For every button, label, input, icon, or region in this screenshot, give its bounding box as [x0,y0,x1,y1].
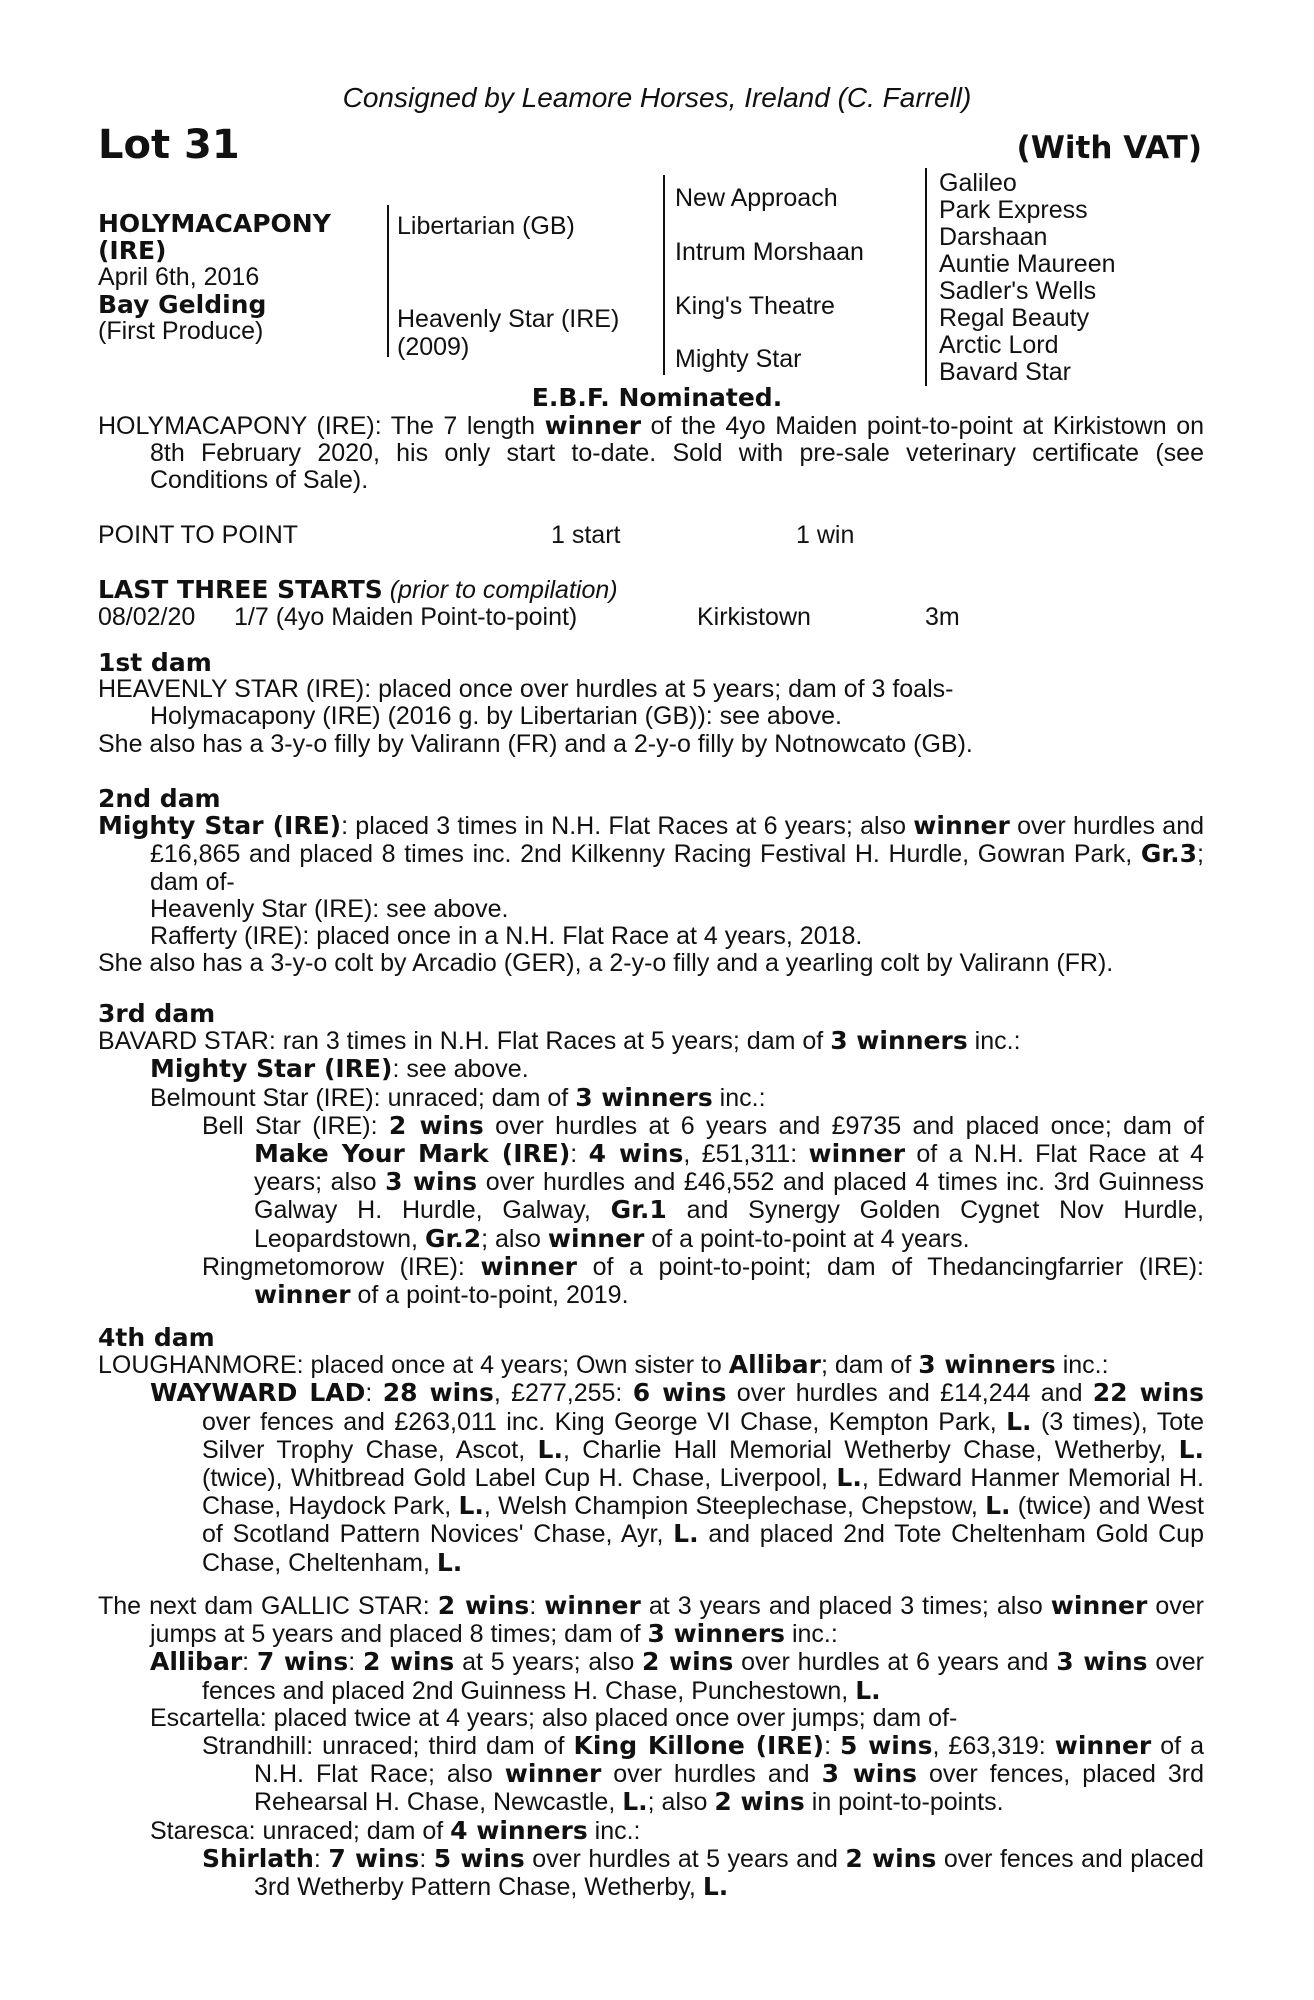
sire-name: Libertarian (GB) [397,212,575,240]
emphasis: Allibar [150,1647,243,1677]
emphasis: 2 wins [437,1591,530,1620]
horse-sex-colour: Bay Gelding [98,290,267,319]
emphasis: 4 winners [450,1815,588,1845]
emphasis: 3 wins [385,1167,478,1197]
horse-name: HOLYMACAPONY [98,209,331,238]
text: Bell Star (IRE): [202,1111,389,1140]
great-grandparent: Auntie Maureen [939,250,1116,278]
text: Strandhill: unraced; third dam of [202,1732,574,1761]
emphasis: Allibar [728,1350,821,1380]
produce-entry [98,1845,1204,1901]
emphasis: 5 wins [840,1731,933,1761]
text: The 7 length [390,412,545,440]
text: , £51,311: [683,1140,809,1169]
text: over jumps at 5 years and placed 8 times; dam of [150,1592,1204,1649]
emphasis: 4 wins [588,1139,684,1169]
emphasis: Mighty Star (IRE) [150,1054,393,1084]
text: , Welsh Champion Steeplechase, Chepstow, [483,1492,986,1521]
start-date: 08/02/20 [98,603,196,631]
text: ; also [647,1788,715,1817]
text: over hurdles and [601,1760,822,1789]
summary-paragraph [98,412,1204,495]
text: of a point-to-point at 4 years. [644,1224,970,1253]
summary-horse: HOLYMACAPONY (IRE): [98,412,391,440]
emphasis: Make Your Mark (IRE) [254,1139,571,1169]
text: (3 times), Tote Silver Trophy Chase, Ascot, [202,1407,1204,1464]
text: over hurdles at 5 years and [524,1844,846,1873]
text: LOUGHANMORE: placed once at 4 years; Own sister to [98,1351,729,1380]
text: , £277,255: [493,1379,633,1408]
emphasis: 7 wins [256,1647,349,1677]
dam-entry: HEAVENLY STAR (IRE): placed once over hurdles at 5 years; dam of 3 foals- [98,675,954,704]
produce-entry [98,1732,1204,1817]
next-dam-section [98,1592,1204,1901]
emphasis: 2 wins [642,1647,734,1677]
great-grandparent: Bavard Star [939,358,1072,386]
great-grandparent: Sadler's Wells [939,277,1097,305]
emphasis: winner [254,1280,351,1310]
dam-year: (2009) [397,333,470,361]
second-dam-section [98,785,1204,977]
grandsire-paternal: New Approach [675,184,838,212]
section-heading: LAST THREE STARTS [98,575,383,604]
emphasis: L. [985,1491,1011,1521]
emphasis: 3 winners [647,1619,786,1649]
dam-name [397,305,619,361]
record-label: POINT TO POINT [98,521,299,549]
produce-note: She also has a 3-y-o colt by Arcadio (GER), a 2-y-o filly and a yearling colt by Valirann (FR). [98,949,1114,978]
emphasis: winner [808,1139,906,1169]
text: , Charlie Hall Memorial Wetherby Chase, Wetherby, [562,1435,1179,1464]
fourth-dam-section [98,1324,1204,1577]
emphasis: 2 wins [363,1647,455,1677]
pedigree-divider-3 [925,168,927,386]
emphasis: L. [855,1675,881,1705]
text: : [365,1379,383,1408]
text: inc.: [712,1083,766,1112]
text: inc.: [587,1816,641,1845]
emphasis: L. [622,1787,648,1817]
emphasis: 3 wins [1056,1647,1148,1677]
text: BAVARD STAR: ran 3 times in N.H. Flat Races at 5 years; dam of [98,1027,831,1056]
text: over hurdles and £16,865 and placed 8 times inc. 2nd Kilkenny Racing Festival H. Hurdle, Gowran Park, [150,812,1204,869]
horse-identity [98,210,331,345]
emphasis: winner [480,1251,578,1281]
text: , £63,319: [932,1732,1055,1761]
produce-entry [98,1055,1204,1083]
emphasis: winner [1054,1731,1152,1761]
text: in point-to-points. [804,1788,1004,1817]
emphasis: Shirlath [202,1843,314,1873]
section-heading: 1st dam [98,648,212,677]
emphasis: winner [547,1223,645,1253]
start-result: 1/7 (4yo Maiden Point-to-point) [234,603,578,631]
text: inc.: [1055,1351,1109,1380]
text: ; dam of [820,1351,919,1380]
emphasis: 2 wins [714,1787,805,1817]
text: inc.: [967,1027,1021,1056]
dam-name-line: Heavenly Star (IRE) [397,305,620,333]
emphasis: 6 wins [632,1378,727,1408]
emphasis: winner [913,811,1010,841]
emphasis: King Killone (IRE) [573,1731,825,1761]
text: of the 4yo Maiden point-to-point at Kirkistown on 8th February 2020, his only start to-date. Sold with pre-sale veterinary certificate (see Conditions of Sale). [150,412,1205,495]
pedigree-divider-1 [387,205,389,357]
text: over fences, placed 3rd Rehearsal H. Chase, Newcastle, [254,1760,1204,1817]
dam-entry [98,1351,1204,1379]
emphasis: L. [1006,1406,1032,1436]
emphasis: winner [544,411,642,440]
text: ; dam of- [150,840,1204,896]
third-dam-section [98,1000,1204,1309]
produce-entry [98,1379,1204,1576]
vat-label: (With VAT) [1016,130,1202,166]
produce-entry [98,1112,1204,1253]
grandsire-maternal: King's Theatre [675,292,835,320]
emphasis: L. [458,1491,484,1521]
text: : placed 3 times in N.H. Flat Races at 6 years; also [341,812,914,841]
emphasis: Gr.2 [424,1223,482,1253]
produce-note: (First Produce) [98,317,264,345]
emphasis: L. [702,1872,729,1902]
emphasis: 5 wins [433,1843,525,1873]
consignor-line: Consigned by Leamore Horses, Ireland (C. Farrell) [342,82,972,113]
emphasis: 7 wins [328,1843,420,1873]
text: inc.: [785,1620,838,1649]
emphasis: 3 wins [821,1759,918,1789]
produce-entry [98,1084,1204,1112]
emphasis: 22 wins [1092,1378,1204,1408]
text: : see above. [392,1055,529,1084]
text: The next dam GALLIC STAR: [98,1592,438,1620]
produce-entry: Holymacapony (IRE) (2016 g. by Libertarian (GB)): see above. [150,702,842,731]
section-subheading: (prior to compilation) [389,576,618,604]
produce-entry [98,1817,1204,1845]
dam-entry [98,1027,1204,1055]
text: Belmount Star (IRE): unraced; dam of [150,1083,576,1112]
text: Ringmetomorow (IRE): [202,1252,481,1281]
first-dam-section [98,649,1204,758]
great-grandparent: Regal Beauty [939,304,1090,332]
granddam-paternal: Intrum Morshaan [675,238,864,266]
emphasis: L. [1178,1434,1204,1464]
horse-name-suffix: (IRE) [98,236,167,265]
emphasis: L. [436,1547,463,1577]
great-grandparent: Darshaan [939,223,1048,251]
text: : [313,1844,329,1873]
text: of a N.H. Flat Race at 4 years; also [254,1140,1204,1197]
start-distance: 3m [925,603,960,631]
emphasis: Mighty Star (IRE) [98,811,342,841]
emphasis: winner [504,1759,602,1789]
text: of a N.H. Flat Race; also [254,1732,1204,1789]
text: : [348,1648,363,1677]
pedigree-divider-2 [663,175,665,375]
dam-entry [98,812,1204,896]
text: of a point-to-point; dam of Thedancingfarrier (IRE): [577,1252,1205,1281]
emphasis: 3 winners [830,1026,968,1056]
foaled-date: April 6th, 2016 [98,263,260,291]
emphasis: 2 wins [388,1110,484,1140]
dam-entry [98,1592,1204,1648]
text: at 5 years; also [454,1648,643,1677]
text: over hurdles at 6 years and [733,1648,1057,1677]
ebf-nominated: E.B.F. Nominated. [531,383,783,412]
text: : [570,1140,589,1169]
text: : [824,1732,841,1761]
emphasis: L. [537,1434,563,1464]
section-heading: 4th dam [98,1323,215,1352]
text: over hurdles and £14,244 and [726,1379,1093,1408]
text: (twice) and West of Scotland Pattern Novices' Chase, Ayr, [202,1492,1204,1549]
produce-entry [98,1253,1204,1309]
text: at 3 years and placed 3 times; also [640,1592,1051,1620]
produce-entry: Heavenly Star (IRE): see above. [150,894,509,923]
section-heading: 3rd dam [98,999,216,1028]
great-grandparent: Park Express [939,196,1088,224]
start-course: Kirkistown [697,603,811,631]
produce-entry: Escartella: placed twice at 4 years; also placed once over jumps; dam of- [150,1703,958,1732]
great-grandparents-list [939,170,1116,386]
section-heading: 2nd dam [98,784,221,813]
text: : [242,1648,257,1677]
emphasis: WAYWARD LAD [150,1378,366,1408]
text: over fences and placed 3rd Wetherby Pattern Chase, Wetherby, [254,1844,1204,1902]
produce-entry [98,1648,1204,1704]
great-grandparent: Galileo [939,169,1017,197]
text: over fences and placed 2nd Guinness H. Chase, Punchestown, [202,1648,1204,1705]
text: over fences and £263,011 inc. King George VI Chase, Kempton Park, [202,1407,1007,1436]
race-summary [98,412,1204,495]
text: : [419,1844,434,1873]
text: of a point-to-point, 2019. [350,1281,629,1310]
text: ; also [481,1224,548,1253]
great-grandparent: Arctic Lord [939,331,1059,359]
emphasis: 3 winners [918,1350,1056,1380]
text: and placed 2nd Tote Cheltenham Gold Cup Chase, Cheltenham, [202,1520,1204,1577]
text: and Synergy Golden Cygnet Nov Hurdle, Leopardstown, [254,1196,1204,1253]
text: (twice), Whitbread Gold Label Cup H. Chase, Liverpool, [202,1464,837,1493]
emphasis: winner [544,1591,641,1620]
granddam-maternal: Mighty Star [675,345,802,373]
produce-entry: Rafferty (IRE): placed once in a N.H. Flat Race at 4 years, 2018. [150,922,863,951]
emphasis: 28 wins [382,1378,494,1408]
emphasis: winner [1050,1591,1148,1620]
emphasis: Gr.1 [610,1195,667,1225]
record-wins: 1 win [796,521,855,549]
emphasis: L. [836,1463,862,1493]
emphasis: L. [673,1519,699,1549]
emphasis: Gr.3 [1140,839,1198,869]
record-starts: 1 start [551,521,621,549]
text: : [529,1592,545,1620]
text: , Edward Hanmer Memorial H. Chase, Haydock Park, [202,1464,1204,1521]
last-starts-heading [98,575,618,605]
lot-number: Lot 31 [98,122,240,168]
produce-note: She also has a 3-y-o filly by Valirann (FR) and a 2-y-o filly by Notnowcato (GB). [98,729,973,758]
text: Staresca: unraced; dam of [150,1816,451,1845]
emphasis: 2 wins [845,1843,937,1873]
emphasis: 3 winners [575,1082,713,1112]
text: over hurdles at 6 years and £9735 and placed once; dam of [483,1111,1204,1140]
text: over hurdles and £46,552 and placed 4 times inc. 3rd Guinness Galway H. Hurdle, Galway, [254,1168,1204,1225]
